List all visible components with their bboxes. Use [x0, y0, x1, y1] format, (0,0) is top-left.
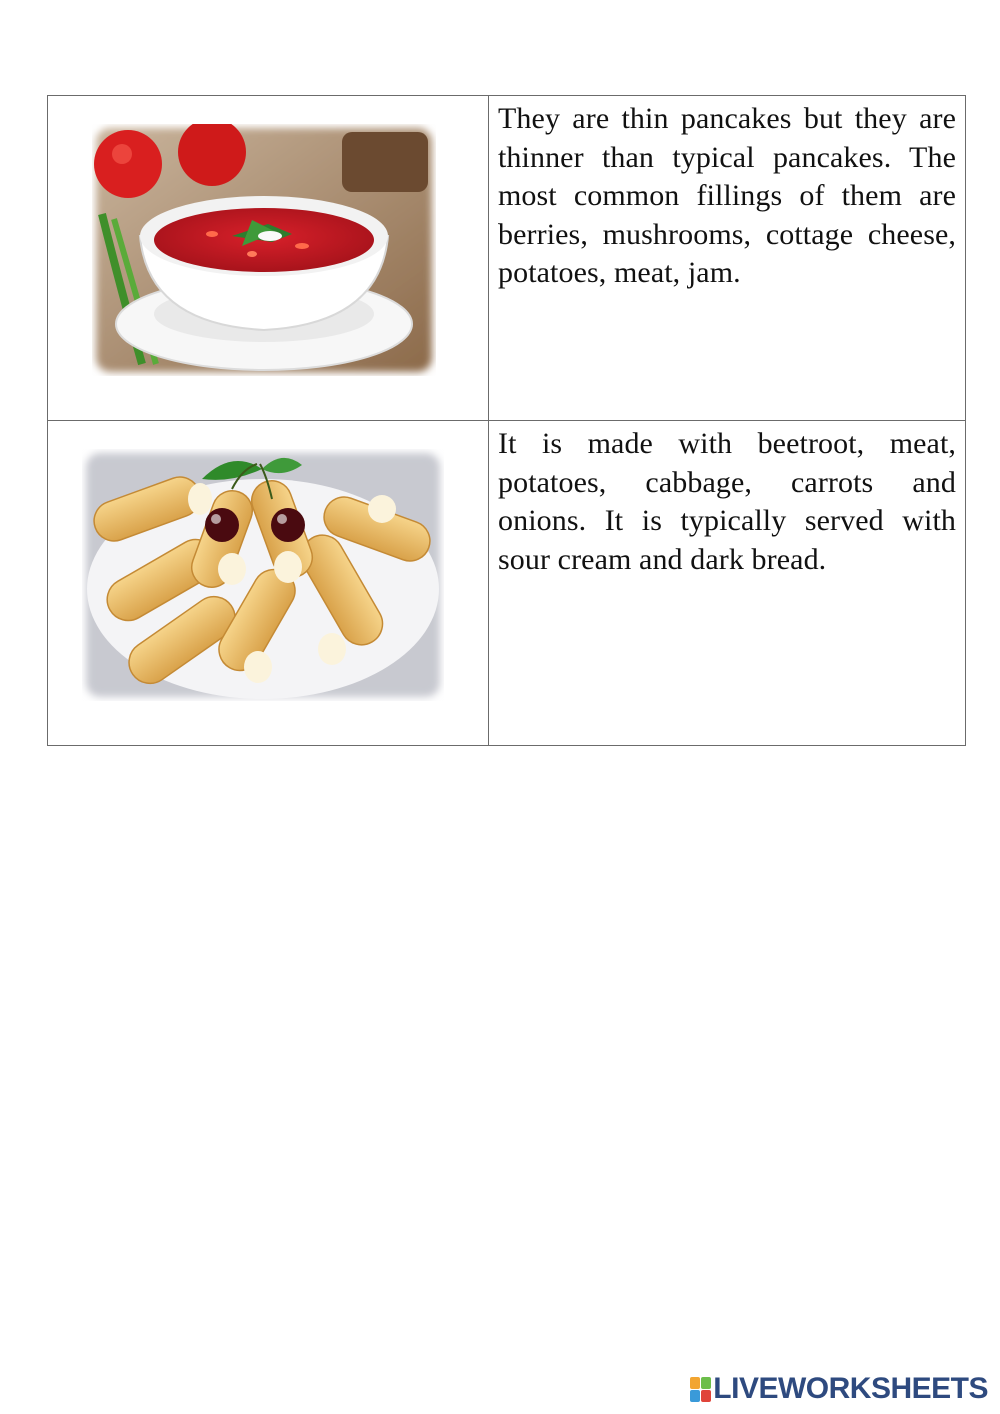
table-row [48, 421, 966, 746]
description-text: They are thin pancakes but they are thinner than typical pancakes. The most common fillings of them are berries, mushrooms, cottage cheese, potatoes, meat, jam. [498, 102, 956, 289]
matching-table [47, 95, 966, 746]
brand-name: LIVEWORKSHEETS [713, 1372, 988, 1405]
blini-image [82, 449, 444, 701]
image-cell [48, 96, 489, 421]
logo-square [690, 1377, 700, 1389]
description-cell [489, 421, 966, 746]
liveworksheets-logo-icon [690, 1377, 710, 1401]
description-cell [489, 96, 966, 421]
borscht-image [92, 124, 436, 376]
description-text: It is made with beetroot, meat, potatoes, cabbage, carrots and onions. It is typically served with sour cream and dark bread. [498, 427, 956, 576]
liveworksheets-logo [690, 1374, 988, 1404]
table-row [48, 96, 966, 421]
logo-square [701, 1377, 711, 1389]
logo-square [701, 1390, 711, 1402]
logo-square [690, 1390, 700, 1402]
image-cell [48, 421, 489, 746]
